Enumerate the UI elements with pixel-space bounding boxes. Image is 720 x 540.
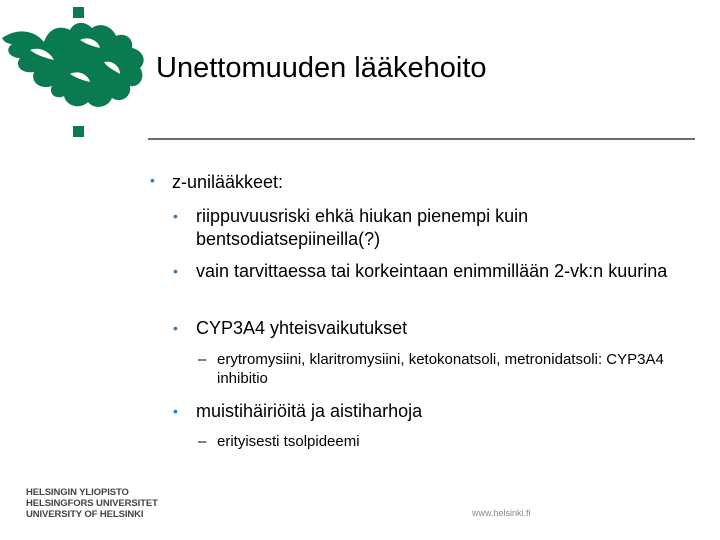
university-flame-logo-icon bbox=[0, 0, 150, 150]
website-url: www.helsinki.fi bbox=[472, 508, 531, 518]
university-wordmark bbox=[26, 487, 158, 520]
bullet-text: riippuvuusriski ehkä hiukan pienempi kuin bentsodiatsepiineilla(?) bbox=[196, 206, 529, 249]
slide-title: Unettomuuden lääkehoito bbox=[156, 52, 487, 84]
bullet-item bbox=[150, 260, 696, 283]
sub-bullet-text: erityisesti tsolpideemi bbox=[217, 433, 360, 450]
bullet-marker: • bbox=[173, 403, 178, 419]
bullet-marker: • bbox=[173, 263, 178, 279]
university-name-sv: HELSINGFORS UNIVERSITET bbox=[26, 498, 158, 509]
university-name-en: UNIVERSITY OF HELSINKI bbox=[26, 509, 144, 520]
university-name-fi: HELSINGIN YLIOPISTO bbox=[26, 487, 129, 498]
bullet-marker: • bbox=[150, 172, 155, 188]
sub-bullet-item bbox=[150, 350, 697, 388]
bullet-item bbox=[150, 205, 696, 251]
bullet-text: z-unilääkkeet: bbox=[172, 172, 284, 192]
bullet-text: vain tarvittaessa tai korkeintaan enimmillään 2-vk:n kuurina bbox=[196, 261, 668, 281]
sub-bullet-text: erytromysiini, klaritromysiini, ketokonatsoli, metronidatsoli: CYP3A4 inhibitio bbox=[217, 351, 664, 387]
bullet-item bbox=[150, 317, 696, 340]
dash-marker: – bbox=[198, 433, 207, 450]
bullet-text: muistihäiriöitä ja aistiharhoja bbox=[196, 401, 423, 421]
dash-marker: – bbox=[198, 351, 207, 368]
bullet-marker: • bbox=[173, 208, 178, 224]
sub-bullet-item bbox=[150, 432, 697, 451]
title-divider bbox=[148, 138, 695, 140]
bullet-marker: • bbox=[173, 320, 178, 336]
bullet-item bbox=[150, 172, 283, 193]
bullet-text: CYP3A4 yhteisvaikutukset bbox=[196, 318, 408, 338]
bullet-item bbox=[150, 400, 696, 423]
